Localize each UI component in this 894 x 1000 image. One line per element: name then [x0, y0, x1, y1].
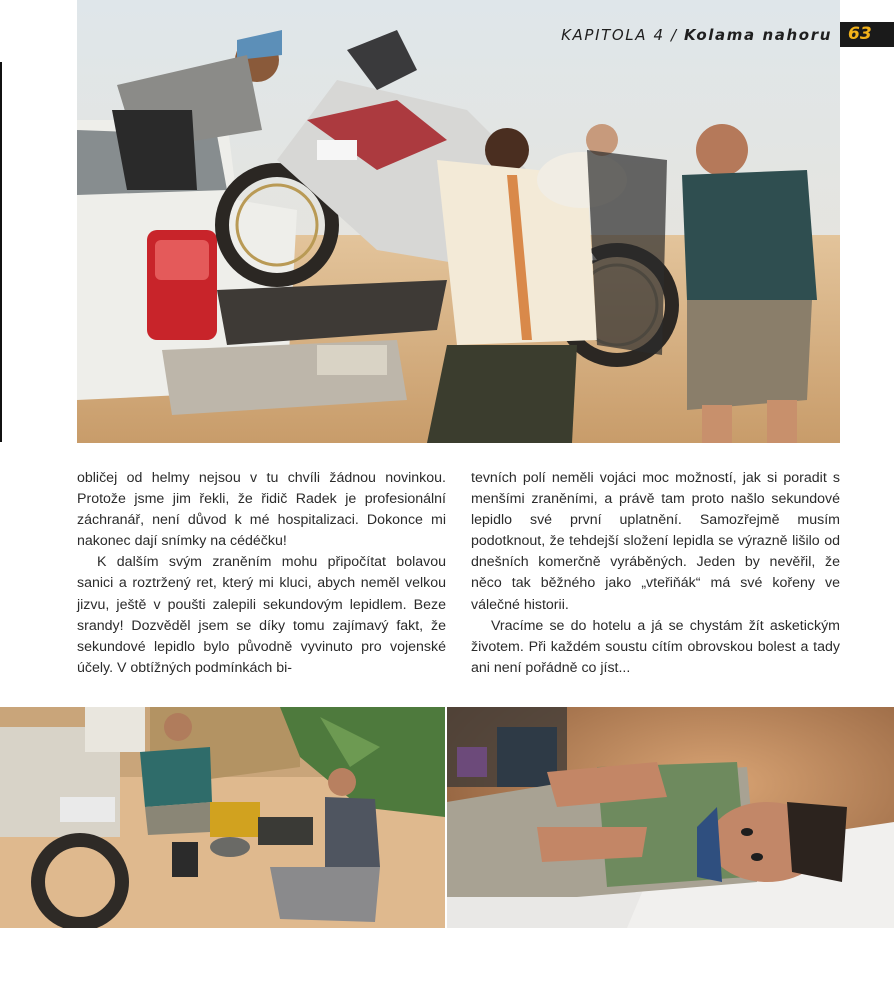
text-column-left: [77, 468, 446, 679]
photo-injured-man-lying-on-bed-icon: [447, 707, 894, 928]
page-number: 63: [840, 22, 894, 47]
chapter-title: Kolama nahoru: [683, 26, 832, 44]
chapter-label: KAPITOLA 4: [561, 26, 665, 44]
paragraph: tevních polí neměli vojáci moc možností, jak si poradit s menšími zraněními, a právě tam proto našlo sekundové lepidlo své první uplatnění. Samozřejmě musím podotknout, že tehdejší složení lepidla se výrazně lišilo od dnešních komerčně vyráběných. Jeden by nevěřil, že něco tak běžného jako „vteřiňák“ má své kořeny ve válečné historii.: [471, 470, 840, 613]
text-column-right: [471, 468, 840, 679]
photo-bottom-left: [0, 707, 445, 928]
paragraph: obličej od helmy nejsou v tu chvíli žádnou novinkou. Protože jsme jim řekli, že řidič Radek je profesionální záchranář, není důvod k mé hospitalizaci. Dokonce mi nakonec dají snímky na cédéčku!: [77, 470, 446, 550]
header-separator: /: [664, 26, 684, 44]
photo-men-repairing-motorcycle-in-desert-camp-icon: [0, 707, 445, 928]
paragraph: Vracíme se do hotelu a já se chystám žít asketickým životem. Při každém soustu cítím obrovskou bolest a tady ani není pořádně co jíst...: [471, 617, 840, 676]
paragraph: K dalším svým zraněním mohu připočítat bolavou sanici a roztržený ret, který mi kluci, abych neměl velkou jizvu, ještě v poušti zalepili sekundovým lepidlem. Beze srandy! Dozvěděl jsem se díky tomu zajímavý fakt, že sekundové lepidlo bylo původně vyvinuto pro vojenské účely. V obtížných podmínkách bi-: [77, 554, 446, 676]
running-head: [560, 26, 832, 44]
photo-motorcycle-loaded-on-pickup-truck-icon: [77, 0, 840, 443]
photo-top: [77, 0, 840, 443]
photo-bottom-right: [447, 707, 894, 928]
page-edge-rule: [0, 62, 2, 442]
